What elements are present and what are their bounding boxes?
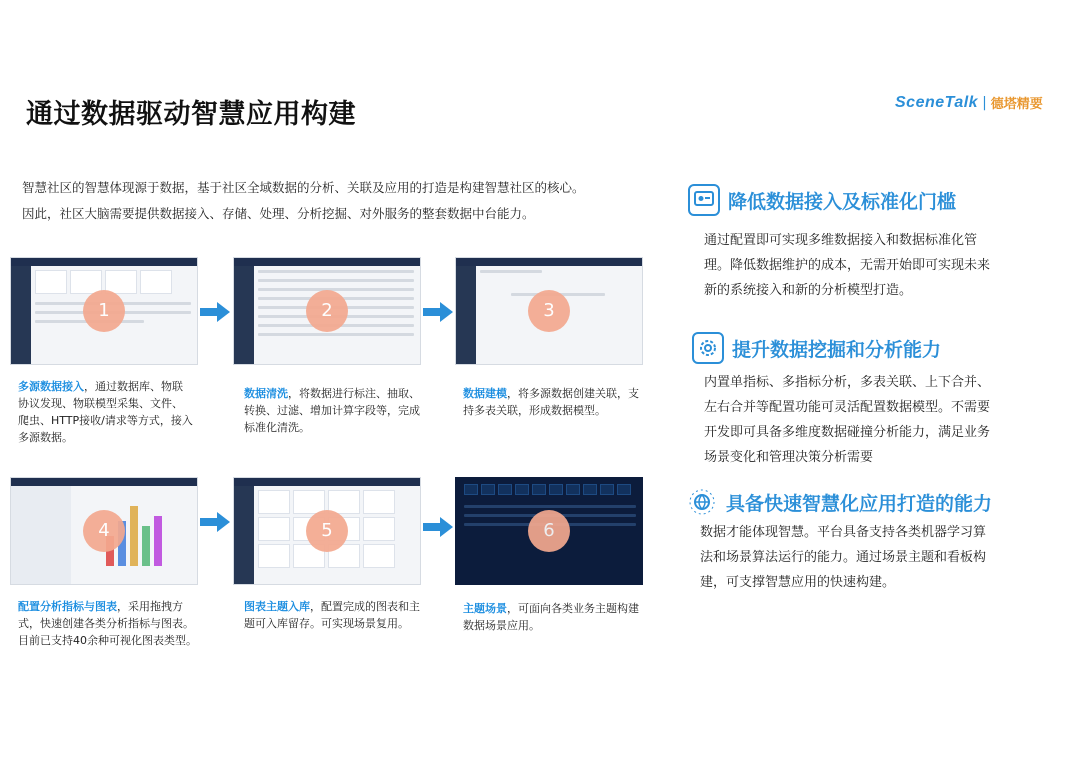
arrow-right-icon bbox=[200, 302, 230, 322]
step-3-highlight: 数据建模 bbox=[463, 387, 507, 400]
feature-1-title bbox=[688, 184, 956, 216]
step-6-text: ，可面向各类业务主题构建数据场景应用。 bbox=[463, 602, 639, 632]
step-5-caption bbox=[244, 598, 424, 632]
step-2-screenshot bbox=[233, 257, 421, 365]
arrow-right-icon bbox=[200, 512, 230, 532]
step-number-badge: 6 bbox=[528, 510, 570, 552]
arrow-right-icon bbox=[423, 302, 453, 322]
step-5-text: ，配置完成的图表和主题可入库留存。可实现场景复用。 bbox=[244, 600, 420, 630]
step-1-caption bbox=[18, 378, 193, 446]
feature-3-heading: 具备快速智慧化应用打造的能力 bbox=[726, 492, 993, 515]
feature-1-text: 通过配置即可实现多维数据接入和数据标准化管理。降低数据维护的成本，无需开始即可实现未来新的系统接入和新的分析模型打造。 bbox=[704, 233, 991, 298]
step-5-highlight: 图表主题入库 bbox=[244, 600, 310, 613]
step-6-caption bbox=[463, 600, 643, 634]
step-4-highlight: 配置分析指标与图表 bbox=[18, 600, 117, 613]
step-6-screenshot bbox=[455, 477, 643, 585]
feature-1-heading: 降低数据接入及标准化门槛 bbox=[728, 190, 957, 213]
brand-logo bbox=[895, 93, 1043, 112]
step-1-highlight: 多源数据接入 bbox=[18, 380, 84, 393]
logo-text-cn: 德塔精要 bbox=[990, 97, 1043, 112]
logo-text-en: SceneTalk bbox=[895, 93, 979, 111]
feature-2-title bbox=[692, 332, 941, 364]
step-2-caption bbox=[244, 385, 424, 436]
feature-2-text: 内置单指标、多指标分析，多表关联、上下合并、左右合并等配置功能可灵活配置数据模型。不需要开发即可具备多维度数据碰撞分析能力，满足业务场景变化和管理决策分析需要 bbox=[704, 375, 991, 465]
step-4-text: ，采用拖拽方式，快速创建各类分析指标与图表。目前已支持40余种可视化图表类型。 bbox=[18, 600, 197, 647]
step-2-highlight: 数据清洗 bbox=[244, 387, 288, 400]
step-1-screenshot bbox=[10, 257, 198, 365]
globe-icon bbox=[686, 486, 718, 518]
feature-2-heading: 提升数据挖掘和分析能力 bbox=[732, 338, 942, 361]
intro-line-1: 智慧社区的智慧体现源于数据，基于社区全域数据的分析、关联及应用的打造是构建智慧社区的核心。 bbox=[22, 180, 585, 195]
step-number-badge: 4 bbox=[83, 510, 125, 552]
step-3-text: ，将多源数据创建关联，支持多表关联，形成数据模型。 bbox=[463, 387, 639, 417]
step-4-screenshot bbox=[10, 477, 198, 585]
intro-paragraph bbox=[22, 175, 662, 227]
gear-icon bbox=[692, 332, 724, 364]
logo-separator: | bbox=[982, 94, 987, 111]
data-card-icon bbox=[688, 184, 720, 216]
step-3-caption bbox=[463, 385, 643, 419]
step-number-badge: 5 bbox=[306, 510, 348, 552]
arrow-right-icon bbox=[423, 517, 453, 537]
step-6-highlight: 主题场景 bbox=[463, 602, 507, 615]
feature-3-title bbox=[686, 486, 992, 518]
step-number-badge: 2 bbox=[306, 290, 348, 332]
step-5-screenshot bbox=[233, 477, 421, 585]
step-4-caption bbox=[18, 598, 198, 649]
step-number-badge: 3 bbox=[528, 290, 570, 332]
step-2-text: ，将数据进行标注、抽取、转换、过滤、增加计算字段等，完成标准化清洗。 bbox=[244, 387, 420, 434]
step-3-screenshot bbox=[455, 257, 643, 365]
step-1-text: ，通过数据库、物联协议发现、物联模型采集、文件、爬虫、HTTP接收/请求等方式，接入多源数据。 bbox=[18, 380, 193, 444]
step-number-badge: 1 bbox=[83, 290, 125, 332]
feature-3-text: 数据才能体现智慧。平台具备支持各类机器学习算法和场景算法运行的能力。通过场景主题和看板构建，可支撑智慧应用的快速构建。 bbox=[700, 525, 987, 590]
page-title: 通过数据驱动智慧应用构建 bbox=[26, 99, 356, 130]
intro-line-2: 因此，社区大脑需要提供数据接入、存储、处理、分析挖掘、对外服务的整套数据中台能力。 bbox=[22, 206, 535, 221]
